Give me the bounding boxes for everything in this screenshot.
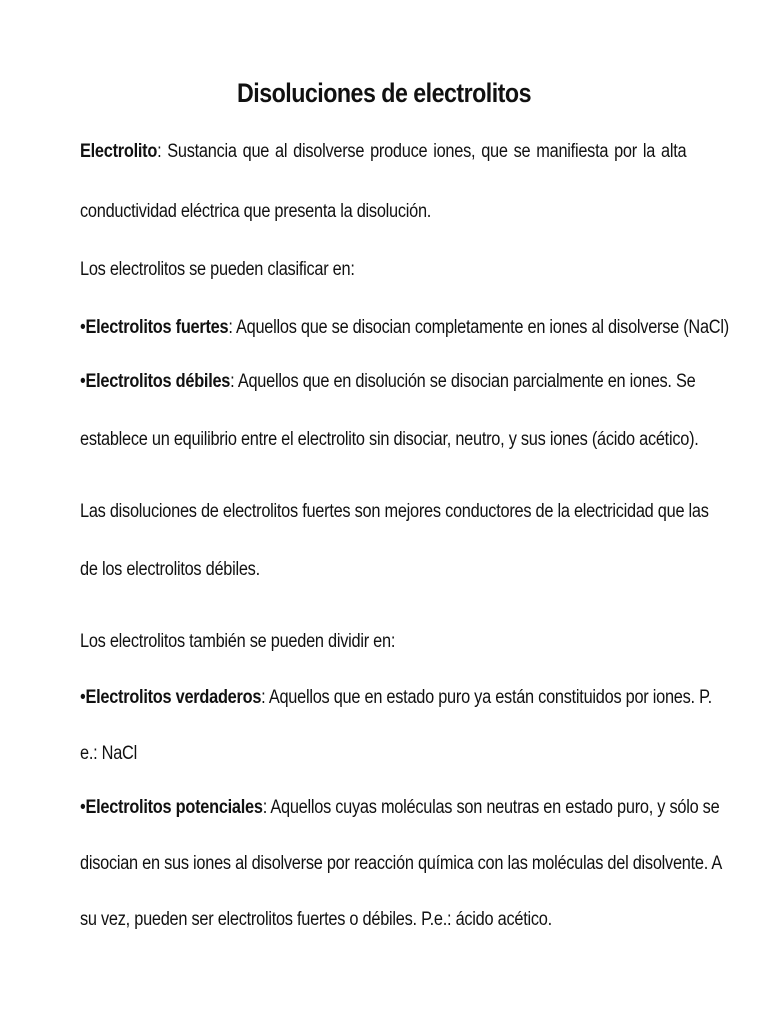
debiles-item-line-1 — [80, 370, 696, 394]
potenciales-term: Electrolitos potenciales — [85, 797, 263, 818]
verdaderos-text-1: : Aquellos que en estado puro ya están constituidos por iones. P. — [261, 687, 712, 708]
conductores-text-1: Las disoluciones de electrolitos fuertes son mejores conductores de la electricidad que las — [80, 501, 709, 522]
conductores-line-2 — [80, 558, 686, 582]
debiles-bullet: • — [80, 371, 86, 392]
potenciales-text-2: disocian en sus iones al disolverse por reacción química con las moléculas del disolvente. A — [80, 853, 723, 874]
potenciales-item-line-1 — [80, 796, 720, 820]
page-title: Disoluciones de electrolitos — [237, 78, 531, 108]
potenciales-item-line-2 — [80, 852, 723, 876]
potenciales-item-line-3 — [80, 908, 686, 932]
fuertes-text: : Aquellos que se disocian completamente en iones al disolverse (NaCl) — [228, 317, 729, 338]
debiles-item-line-2 — [80, 428, 699, 452]
verdaderos-bullet: • — [80, 687, 86, 708]
verdaderos-text-2: e.: NaCl — [80, 743, 137, 764]
fuertes-item — [80, 316, 729, 340]
fuertes-term: Electrolitos fuertes — [85, 317, 229, 338]
debiles-text-2: establece un equilibrio entre el electrolito sin disociar, neutro, y sus iones (ácido acético). — [80, 429, 699, 450]
electrolito-term: Electrolito — [80, 141, 158, 162]
electrolito-definition-line-2 — [80, 200, 686, 224]
electrolito-text-2: conductividad eléctrica que presenta la disolución. — [80, 201, 432, 222]
clasificar-text: Los electrolitos se pueden clasificar en: — [80, 259, 355, 280]
electrolito-definition-line-1 — [80, 140, 686, 164]
verdaderos-term: Electrolitos verdaderos — [85, 687, 262, 708]
clasificar-intro — [80, 258, 686, 282]
potenciales-text-3: su vez, pueden ser electrolitos fuertes o débiles. P.e.: ácido acético. — [80, 909, 552, 930]
verdaderos-item-line-2 — [80, 742, 686, 766]
potenciales-bullet: • — [80, 797, 86, 818]
fuertes-bullet: • — [80, 317, 86, 338]
dividir-intro — [80, 630, 686, 654]
dividir-text: Los electrolitos también se pueden dividir en: — [80, 631, 396, 652]
electrolito-text-1: : Sustancia que al disolverse produce iones, que se manifiesta por la alta — [157, 141, 687, 162]
potenciales-text-1: : Aquellos cuyas moléculas son neutras en estado puro, y sólo se — [262, 797, 720, 818]
debiles-text-1: : Aquellos que en disolución se disocian parcialmente en iones. Se — [230, 371, 696, 392]
debiles-term: Electrolitos débiles — [85, 371, 231, 392]
verdaderos-item-line-1 — [80, 686, 712, 710]
conductores-text-2: de los electrolitos débiles. — [80, 559, 260, 580]
conductores-line-1 — [80, 500, 709, 524]
